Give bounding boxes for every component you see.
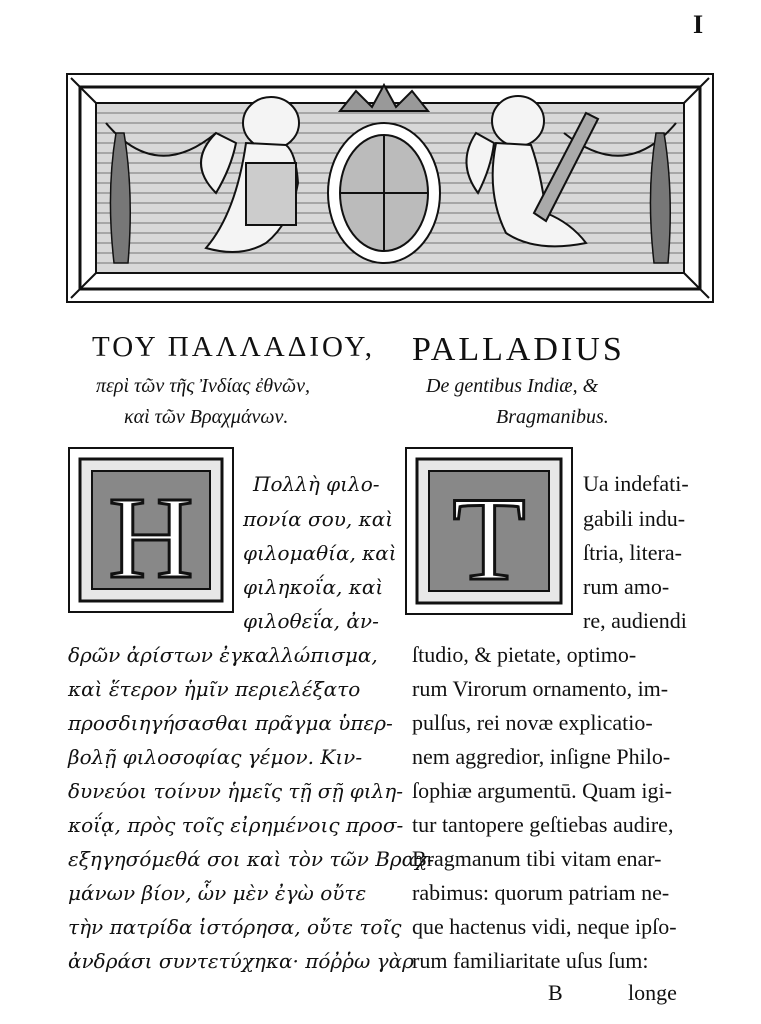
signature-mark: B (548, 980, 563, 1005)
greek-text-line: εξηγησόμεθά σοι καὶ τὸν τῶν Βραχ- (68, 847, 435, 871)
greek-text-line: δρῶν ἀρίστων ἐγκαλλώπισμα, (68, 643, 378, 667)
greek-text-line: καὶ ἕτερον ἡμῖν περιελέξατο (68, 677, 361, 701)
latin-title: PALLADIUS (412, 331, 625, 368)
decorated-initial-h (68, 447, 234, 613)
initial-letter: H (108, 472, 194, 603)
greek-title: ΤΟΥ ΠΑΛΛΑΔΙΟΥ, (92, 331, 375, 363)
latin-subtitle-line: Bragmanibus. (496, 406, 609, 428)
decorative-headpiece-image (66, 73, 714, 303)
latin-text-line: rum Virorum ornamento, im- (412, 676, 669, 701)
page-number: I (693, 10, 704, 39)
latin-text-line: Ua indefati- (583, 471, 689, 496)
latin-text-line: nem aggredior, inſigne Philo- (412, 744, 671, 769)
greek-subtitle-line: περὶ τῶν τῆς Ἰνδίας ἐθνῶν, (96, 375, 310, 397)
latin-text-line: pulſus, rei novæ explicatio- (412, 710, 653, 735)
latin-subtitle-line: De gentibus Indiæ, & (426, 375, 599, 397)
latin-text-line: ſophiæ argumentū. Quam igi- (412, 778, 672, 803)
decorated-initial-t (405, 447, 573, 615)
greek-text-line: Πολλὴ φιλο- (253, 472, 380, 496)
latin-text-line: rum familiaritate uſus ſum: (412, 948, 649, 973)
initial-letter: T (452, 472, 526, 605)
latin-text-line: tur tantopere geſtiebas audire, (412, 812, 674, 837)
greek-text-line: πονία σου, καὶ (243, 507, 394, 531)
latin-text-line: ſtudio, & pietate, optimo- (412, 642, 637, 667)
latin-text-line: re, audiendi (583, 608, 687, 633)
greek-text-line: προσδιηγήσασθαι πρᾶγμα ὑπερ- (68, 711, 393, 735)
greek-text-line: κοΐᾳ, πρὸς τοῖς εἰρημένοις προσ- (68, 813, 404, 837)
greek-text-line: φιλοθεΐα, ἀν- (243, 609, 379, 633)
greek-text-line: ἀνδράσι συντετύχηκα· πόῤῥω γὰρ (68, 949, 414, 973)
greek-text-line: δυνεύοι τοίνυν ἡμεῖς τῇ σῇ φιλη- (68, 779, 404, 803)
latin-text-line: Bragmanum tibi vitam enar- (412, 846, 662, 871)
latin-text-line: que hactenus vidi, neque ipſo- (412, 914, 677, 939)
latin-text-line: ſtria, litera- (583, 540, 682, 565)
greek-subtitle-line: καὶ τῶν Βραχμάνων. (124, 406, 289, 428)
greek-text-line: τὴν πατρίδα ἱστόρησα, οὔτε τοῖς (68, 915, 402, 939)
latin-text-line: rum amo- (583, 574, 670, 599)
greek-text-line: βολῇ φιλοσοφίας γέμον. Κιν- (68, 745, 363, 769)
greek-text-line: φιλομαθία, καὶ (243, 541, 397, 565)
catchword: longe (628, 980, 677, 1005)
latin-text-line: rabimus: quorum patriam ne- (412, 880, 670, 905)
greek-text-line: φιληκοΐα, καὶ (243, 575, 384, 599)
latin-text-line: gabili indu- (583, 506, 686, 531)
greek-text-line: μάνων βίον, ὧν μὲν ἐγὼ οὔτε (68, 881, 367, 905)
